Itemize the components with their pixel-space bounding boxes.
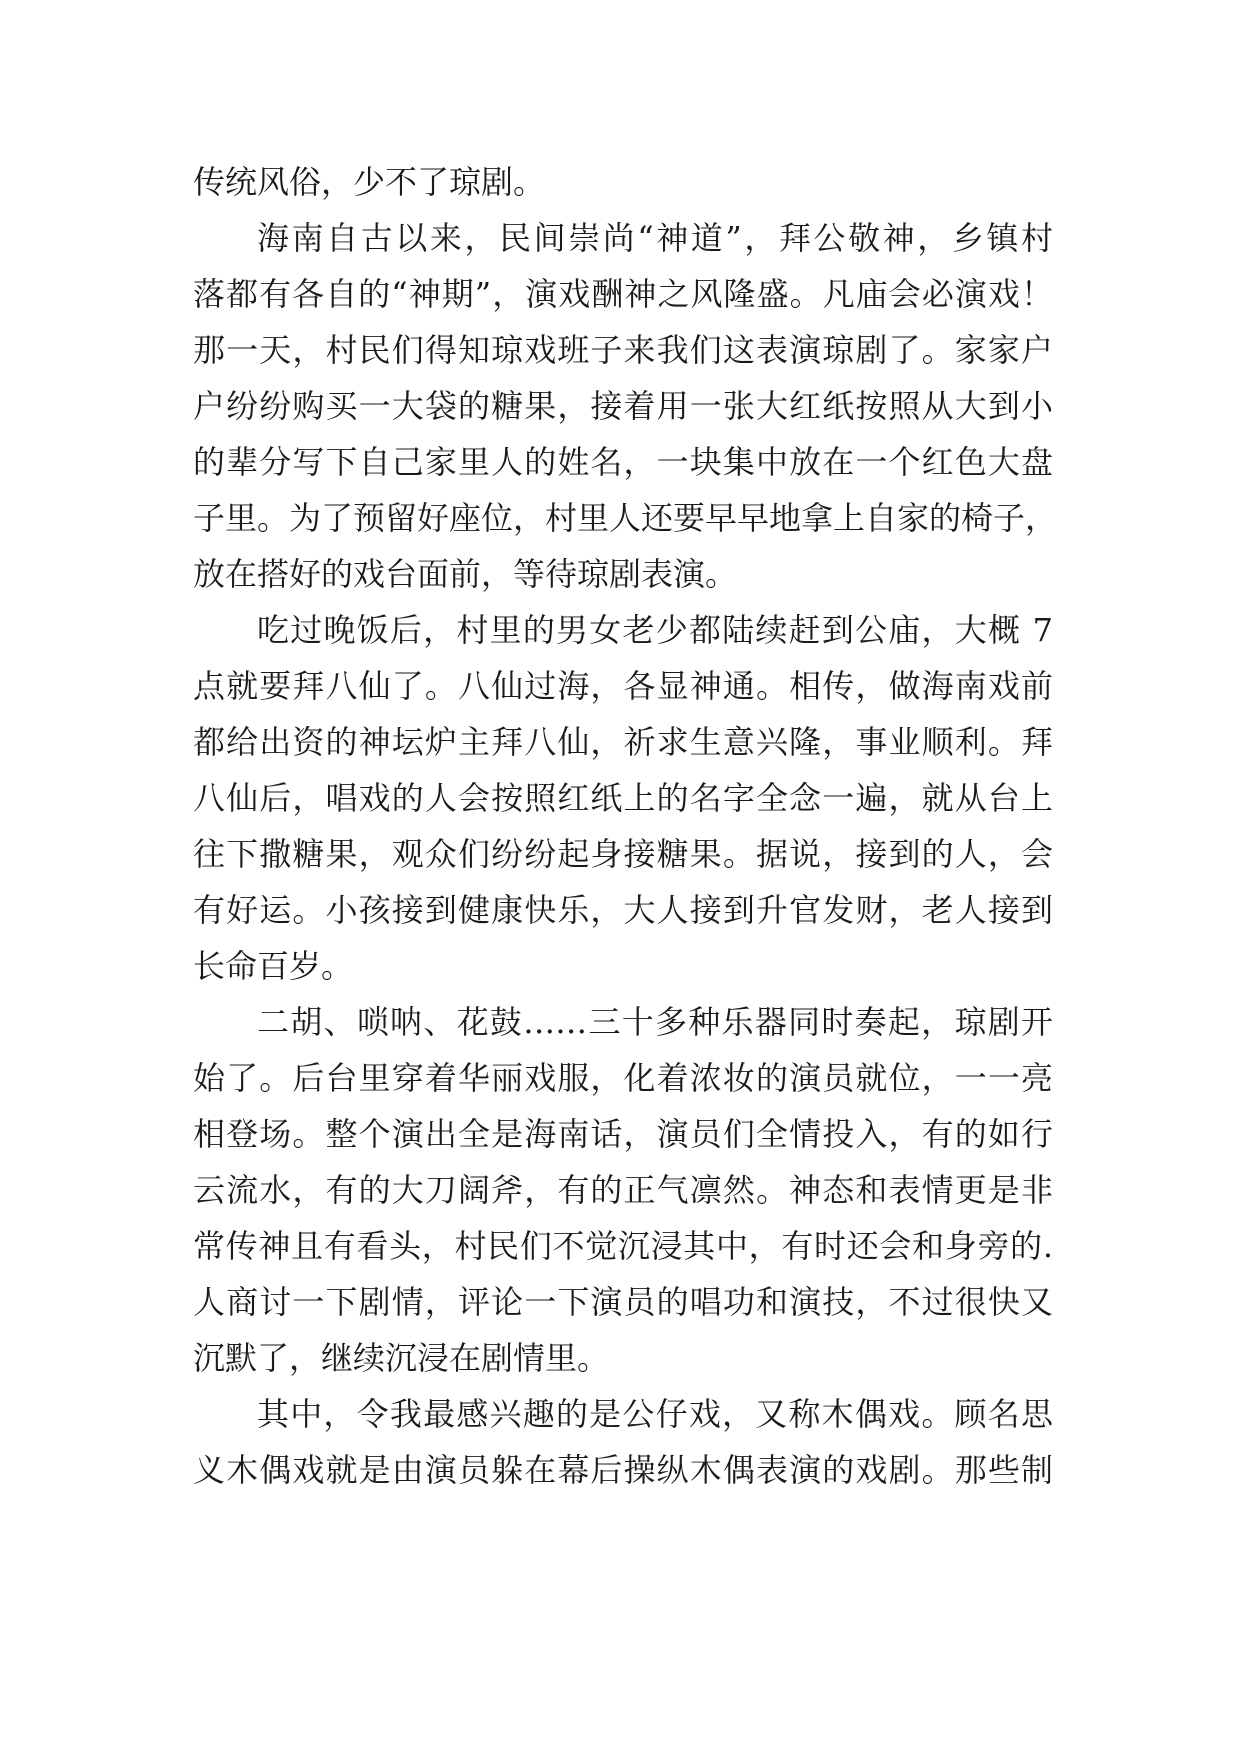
text-line: 传统风俗，少不了琼剧。 [193, 163, 546, 201]
text-line: 义木偶戏就是由演员躲在幕后操纵木偶表演的戏剧。那些制 [193, 1451, 1053, 1489]
paragraph [193, 602, 1053, 994]
text-line: 始了。后台里穿着华丽戏服，化着浓妆的演员就位，一一亮 [193, 1059, 1053, 1097]
text-line: 二胡、唢呐、花鼓……三十多种乐器同时奏起，琼剧开 [257, 1003, 1053, 1041]
text-line: 有好运。小孩接到健康快乐，大人接到升官发财，老人接到 [193, 891, 1053, 929]
paragraph [193, 994, 1053, 1386]
text-line: 八仙后，唱戏的人会按照红纸上的名字全念一遍，就从台上 [193, 779, 1053, 817]
text-line: 常传神且有看头，村民们不觉沉浸其中，有时还会和身旁的. [193, 1227, 1053, 1265]
text-line: 相登场。整个演出全是海南话，演员们全情投入，有的如行 [193, 1115, 1053, 1153]
text-line: 点就要拜八仙了。八仙过海，各显神通。相传，做海南戏前 [193, 667, 1053, 705]
text-line: 都给出资的神坛炉主拜八仙，祈求生意兴隆，事业顺利。拜 [193, 723, 1053, 761]
text-line: 子里。为了预留好座位，村里人还要早早地拿上自家的椅子， [193, 499, 1058, 537]
body-text [193, 154, 1058, 1498]
text-line: 云流水，有的大刀阔斧，有的正气凛然。神态和表情更是非 [193, 1171, 1053, 1209]
text-line: 放在搭好的戏台面前，等待琼剧表演。 [193, 555, 738, 593]
paragraph [193, 210, 1058, 602]
text-line: 长命百岁。 [193, 947, 354, 985]
text-line: 沉默了，继续沉浸在剧情里。 [193, 1339, 610, 1377]
text-line: 户纷纷购买一大袋的糖果，接着用一张大红纸按照从大到小 [193, 387, 1053, 425]
text-line: 落都有各自的“神期”，演戏酬神之风隆盛。凡庙会必演戏！ [193, 275, 1053, 313]
paragraph [193, 1386, 1053, 1498]
text-line: 往下撒糖果，观众们纷纷起身接糖果。据说，接到的人，会 [193, 835, 1053, 873]
text-line: 吃过晚饭后，村里的男女老少都陆续赶到公庙，大概 7 [257, 611, 1053, 649]
text-line: 那一天，村民们得知琼戏班子来我们这表演琼剧了。家家户 [193, 331, 1053, 369]
paragraph [193, 154, 1053, 210]
text-line: 的辈分写下自己家里人的姓名，一块集中放在一个红色大盘 [193, 443, 1053, 481]
text-line: 海南自古以来，民间崇尚“神道”，拜公敬神，乡镇村 [257, 219, 1053, 257]
text-line: 其中，令我最感兴趣的是公仔戏，又称木偶戏。顾名思 [257, 1395, 1053, 1433]
text-line: 人商讨一下剧情，评论一下演员的唱功和演技，不过很快又 [193, 1283, 1053, 1321]
